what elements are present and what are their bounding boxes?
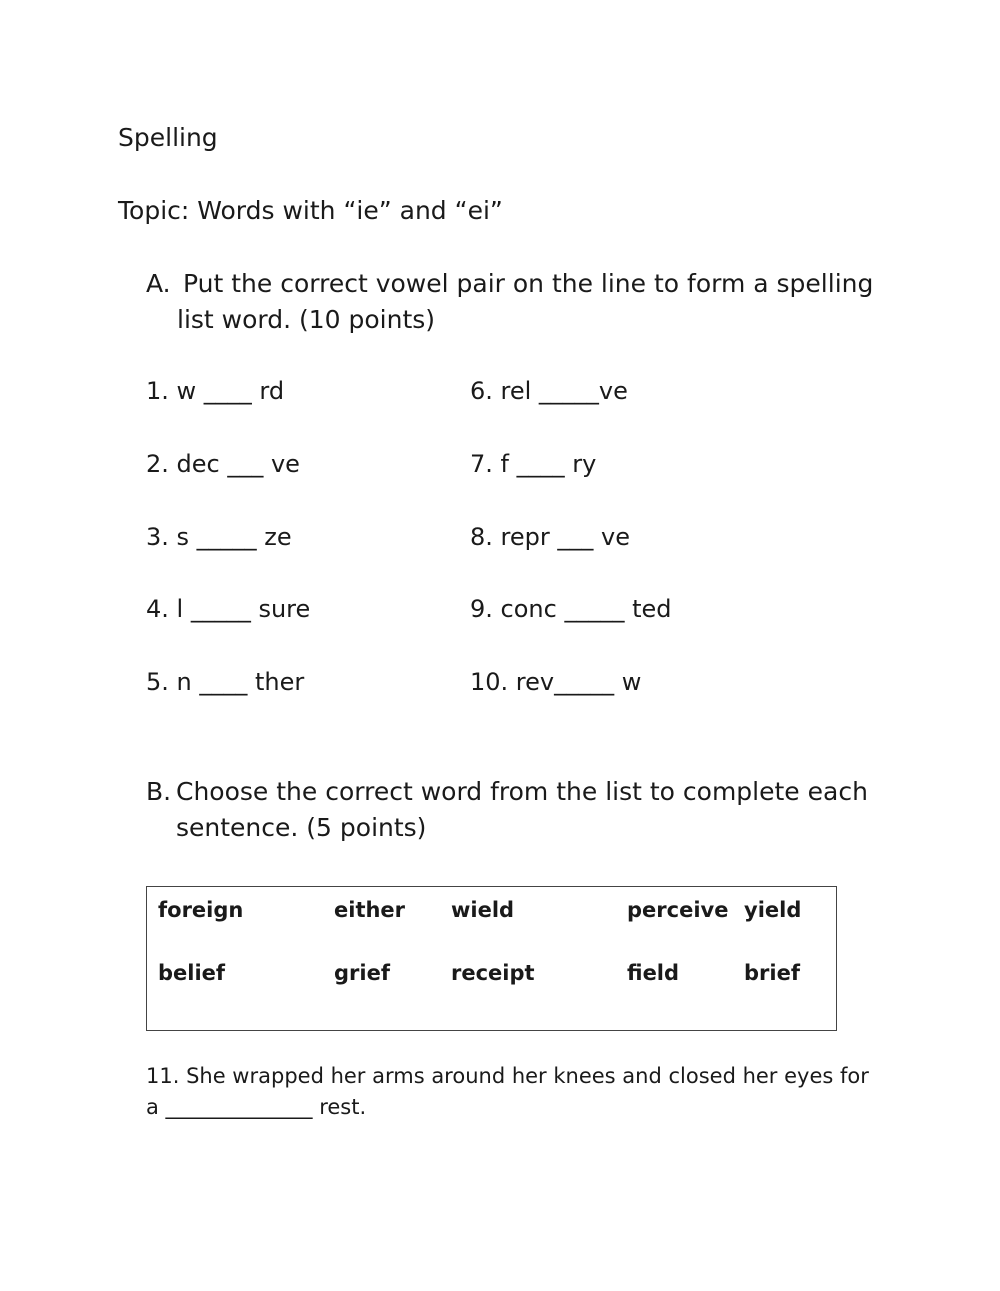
word-bank-word: field bbox=[627, 961, 680, 985]
word-bank-word: either bbox=[334, 898, 406, 922]
section-b-instruction-line2: sentence. (5 points) bbox=[176, 813, 427, 842]
section-b-instruction-line1: Choose the correct word from the list to complete each bbox=[176, 777, 868, 806]
spelling-item-6: 6. rel _____ve bbox=[470, 377, 628, 405]
section-a-instruction-line2: list word. (10 points) bbox=[177, 305, 436, 334]
word-bank-word: perceive bbox=[627, 898, 729, 922]
worksheet-topic: Topic: Words with “ie” and “ei” bbox=[118, 196, 503, 225]
spelling-item-9: 9. conc _____ ted bbox=[470, 595, 672, 623]
spelling-item-7: 7. f ____ ry bbox=[470, 450, 597, 478]
word-bank-word: grief bbox=[334, 961, 390, 985]
word-bank-word: wield bbox=[451, 898, 515, 922]
spelling-item-5: 5. n ____ ther bbox=[146, 668, 305, 696]
spelling-item-3: 3. s _____ ze bbox=[146, 523, 292, 551]
sentence-11-line2: a ______________ rest. bbox=[146, 1095, 367, 1119]
spelling-item-8: 8. repr ___ ve bbox=[470, 523, 630, 551]
worksheet-subject: Spelling bbox=[118, 123, 218, 152]
word-bank-word: receipt bbox=[451, 961, 535, 985]
word-bank-word: yield bbox=[744, 898, 802, 922]
spelling-item-1: 1. w ____ rd bbox=[146, 377, 285, 405]
word-bank-box bbox=[146, 886, 837, 1031]
section-a-instruction-line1: Put the correct vowel pair on the line to form a spelling bbox=[183, 269, 874, 298]
spelling-item-4: 4. l _____ sure bbox=[146, 595, 311, 623]
section-a-letter: A. bbox=[146, 269, 171, 298]
word-bank-word: foreign bbox=[158, 898, 244, 922]
spelling-item-10: 10. rev_____ w bbox=[470, 668, 642, 696]
word-bank-word: belief bbox=[158, 961, 226, 985]
sentence-11-line1: 11. She wrapped her arms around her knees and closed her eyes for bbox=[146, 1064, 869, 1088]
section-b-letter: B. bbox=[146, 777, 172, 806]
spelling-item-2: 2. dec ___ ve bbox=[146, 450, 300, 478]
word-bank-word: brief bbox=[744, 961, 800, 985]
